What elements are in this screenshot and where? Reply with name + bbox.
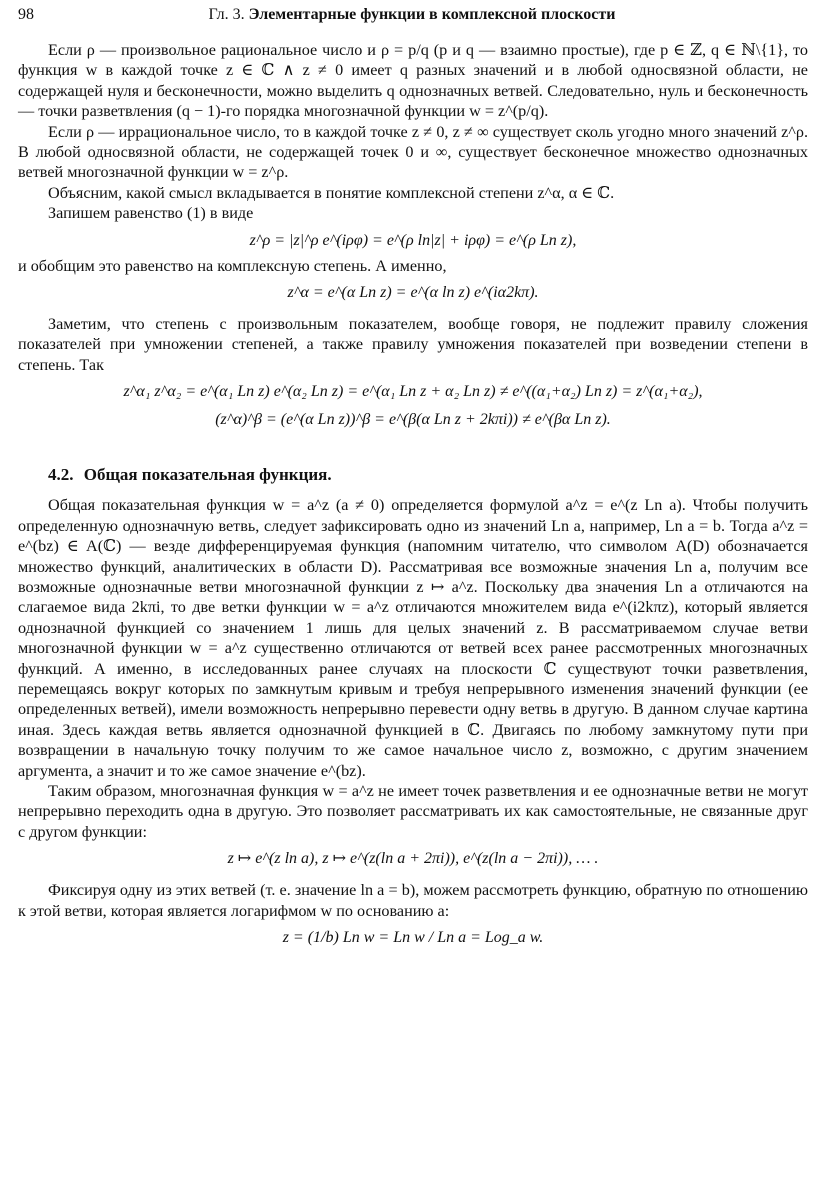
paragraph-complex-power-intro: Объясним, какой смысл вкладывается в понятие комплексной степени z^α, α ∈ ℂ. (48, 183, 615, 202)
section-heading (48, 465, 808, 485)
paragraph-no-branch-points: Таким образом, многозначная функция w = a^z не имеет точек разветвления и ее однозначные ветви не могут непрерывно переходить одна в другую. Это позволяет рассматривать их как самостоятельные, не связанные друг с другом функции: (18, 781, 808, 841)
paragraph-rewrite-equality: Запишем равенство (1) в виде (48, 204, 254, 223)
chapter-title: Элементарные функции в комплексной плоскости (248, 6, 616, 23)
section-title: Общая показательная функция. (83, 465, 332, 485)
chapter-label: Гл. 3. (208, 6, 245, 23)
page-number: 98 (18, 6, 34, 23)
paragraph-inverse-function: Фиксируя одну из этих ветвей (т. е. значение ln a = b), можем рассмотреть функцию, обратную по отношению к этой ветви, которая является логарифмом w по основанию a: (18, 881, 808, 920)
equation-product-rule: z^α₁ z^α₂ = e^(α₁ Ln z) e^(α₂ Ln z) = e^(α₁ Ln z + α₂ Ln z) ≠ e^((α₁+α₂) Ln z) = z^(α₁+α₂), (123, 383, 703, 401)
paragraph-general-exponential: Общая показательная функция w = a^z (a ≠ 0) определяется формулой a^z = e^(z Ln a). Чтобы получить определенную однозначную ветвь, следует зафиксировать одно из значений Ln a, например, Ln a = b. Тогда a^z = e^(bz) ∈ A(ℂ) — везде дифференцируемая функция (напомним читателю, что символом A(D) обозначается множество функций, аналитических в области D). Рассматривая все возможные значения Ln a, получим все возможные однозначные ветви многозначной функции z ↦ a^z. Поскольку два значения Ln a отличаются на слагаемое вида 2kπi, то две ветки функции w = a^z отличаются множителем вида e^(i2kπz), который является однозначной функцией со значением 1 лишь для целых значений z. В рассматриваемом случае ветви многозначной функции w = a^z существенно отличаются от ветвей всех ранее рассмотренных многозначных функций. А именно, в исследованных ранее случаях на плоскости ℂ существуют точки разветвления, перемещаясь вокруг которых по замкнутым кривым и требуя непрерывного изменения значений функции (ее определенных ветвей), имели возможность непрерывно перевести одну ветвь в другую. В данном случае картина иная. Здесь каждая ветвь является однозначной функцией в ℂ. Двигаясь по любому замкнутому пути при возвращении в начальную точку получим то же самое начальное число z, возможно, с другим значением аргумента, а значит и то же самое значение e^(bz). (18, 496, 808, 780)
equation-power-rule: (z^α)^β = (e^(α Ln z))^β = e^(β(α Ln z + 2kπi)) ≠ e^(βα Ln z). (215, 411, 611, 429)
paragraph-exponent-rules: Заметим, что степень с произвольным показателем, вообще говоря, не подлежит правилу сложения показателей при умножении степеней, а также правилу умножения показателей при возведении степени в степень. Так (18, 315, 808, 374)
equation-power-real: z^ρ = |z|^ρ e^(iρφ) = e^(ρ ln|z| + iρφ) = e^(ρ Ln z), (249, 231, 577, 249)
section-number: 4.2. (48, 465, 74, 485)
page-header (18, 6, 806, 32)
paragraph-generalize: и обобщим это равенство на комплексную степень. А именно, (18, 256, 447, 275)
running-head (18, 6, 806, 24)
paragraph-irrational-exponent: Если ρ — иррациональное число, то в каждой точке z ≠ 0, z ≠ ∞ существует сколь угодно много значений z^ρ. В любой односвязной области, не содержащей точек 0 и ∞, существует бесконечное множество однозначных ветвей многозначной функции w = z^ρ. (18, 122, 808, 182)
equation-complex-power: z^α = e^(α Ln z) = e^(α ln z) e^(iα2kπ). (287, 284, 539, 302)
page-body (18, 40, 808, 953)
equation-logarithm: z = (1/b) Ln w = Ln w / Ln a = Log_a w. (282, 929, 544, 946)
paragraph-rational-exponent: Если ρ — произвольное рациональное число и ρ = p/q (p и q — взаимно простые), где p ∈ ℤ, q ∈ ℕ\{1}, то функция w в каждой точке z ∈ ℂ ∧ z ≠ 0 имеет q разных значений и в любой односвязной области, не содержащей нуля и бесконечности, можно выделить q однозначных ветвей. Следовательно, нуль и бесконечность — точки разветвления (q − 1)-го порядка многозначной функции w = z^(p/q). (18, 41, 808, 121)
equation-branches: z ↦ e^(z ln a), z ↦ e^(z(ln a + 2πi)), e^(z(ln a − 2πi)), … . (227, 850, 599, 868)
